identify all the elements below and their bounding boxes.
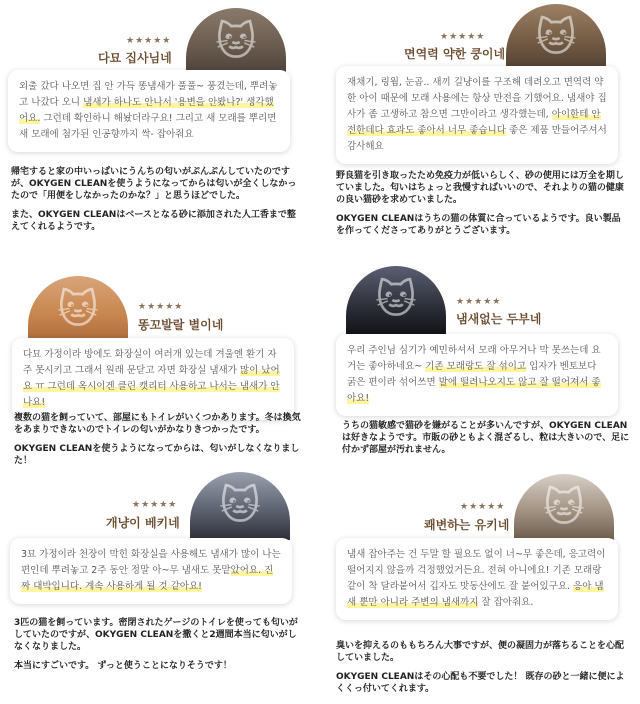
translation-paragraph: うちの猫敏感で猫砂を嫌がることが多いんですが、OKYGEN CLEANは好きなようです。市販の砂ともよく混ざるし、粒は大きいので、足に付かず部屋が汚れません。 xyxy=(342,421,630,455)
star-rating: ★★★★★ xyxy=(126,36,172,46)
cat-photo xyxy=(346,266,446,334)
reviewer-name: 쾌변하는 유키네 xyxy=(424,518,510,532)
cat-icon: 🐱 xyxy=(219,483,261,529)
cat-photo xyxy=(514,474,614,542)
review-text: 외출 갔다 나오면 집 안 가득 똥냄새가 풀풀~ 풍겼는데, 뿌려놓고 나갔다 오니 xyxy=(19,81,278,108)
review-bubble xyxy=(336,66,618,164)
highlighted-text: 기존 모래랑도 잘 섞이고 xyxy=(425,361,527,372)
review-text: 우리 주인님 심기가 예민하셔서 모래 아무거나 막 못쓰는데 요거는 좋아하네요~ xyxy=(347,345,601,372)
highlighted-text: 발에 떨려나오지도 않고 잘 떨어져서 좋아요! xyxy=(347,377,601,404)
reviewer-name: 면역력 약한 쿵이네 xyxy=(404,47,506,61)
star-rating: ★★★★★ xyxy=(440,32,486,42)
cat-icon: 🐱 xyxy=(375,277,417,323)
review-text: 입자가 벤토보다 굵은 편이라 섞어쓰면 xyxy=(347,361,597,388)
review-bubble xyxy=(8,70,290,152)
translation-text xyxy=(342,420,632,463)
review-text: 그런데 확인하니 해놨더라구요! 그리고 새 모래를 뿌리면 새 모래에 첨가된 인공향까지 싹- 잡아줘요 xyxy=(19,113,277,140)
star-rating: ★★★★★ xyxy=(456,297,502,307)
review-bubble xyxy=(336,334,618,416)
translation-paragraph: 複数の猫を飼っていて、部屋にもトイレがいくつかあります。冬は換気をあまりできないのでトイレの匂いがかなりきつかったです。 xyxy=(14,413,301,435)
review-text: 좋은 제품 만들어주셔서 감사해요 xyxy=(347,125,607,152)
translation-text xyxy=(336,640,626,702)
reviewer-name: 똥꼬발랄 별이네 xyxy=(138,318,224,332)
translation-paragraph: 野良猫を引き取ったため免疫力が低いらしく、砂の使用には万全を期していました。匂いはちょっと我慢すればいいので、それよりの猫の健康の良い猫砂を求めていました。 xyxy=(336,171,624,205)
review-text: 다묘 가정이라 방에도 화장실이 여러개 있는데 겨울엔 환기 자주 못시키고 그래서 원래 문닫고 자면 화장실 냄새가 xyxy=(23,349,277,376)
cat-icon: 🐱 xyxy=(215,19,257,65)
translation-paragraph: OKYGEN CLEANを使うようになってからは、匂いがしなくなりました！ xyxy=(14,444,300,466)
review-text: 재채기, 링웜, 눈곱.. 새끼 길냥이를 구조해 데려오고 면역력 약한 아이 때문에 모래 사용에는 항상 만전을 기했어요. 냄새야 집사가 좀 고생하고 참으면 그만이라고 생각했는데, xyxy=(347,77,607,120)
highlighted-text: 냄새가 하나도 안나서 '용변을 안봤나?' 생각했어요. xyxy=(19,97,274,124)
reviewer-name: 다묘 집사님네 xyxy=(98,51,172,65)
translation-paragraph: OKYGEN CLEANはうちの猫の体質に合っているようです。良い製品を作ってくださってありがとうございます。 xyxy=(336,214,621,236)
cat-photo xyxy=(506,4,606,72)
translation-paragraph: 帰宅すると家の中いっぱいにうんちの匂いがぷんぷんしていたのですが、OKYGEN CLEANを使うようになってからは匂いが全くしなかったので「用便をしなかったのかな？」と思うほどでした。 xyxy=(11,167,297,201)
highlighted-text: 응아 냄새 뿐만 아니라 주변의 냄새까지 xyxy=(347,581,604,608)
cat-photo xyxy=(190,472,290,540)
cat-icon: 🐱 xyxy=(543,485,585,531)
translation-paragraph: 本当にすごいです。 ずっと使うことになりそうです！ xyxy=(14,661,232,671)
reviewer-name: 개냥이 베키네 xyxy=(106,516,180,530)
highlighted-text: 아이한테 안전한데다 효과도 좋아서 너무 좋습니다 xyxy=(347,109,601,136)
review-text: 냄새 잡아주는 건 두말 할 필요도 없이 너~무 좋은데, 응고력이 떨어지지 않을까 걱정했었거든요. 전혀 아니에요! 기존 모래랑 같이 착 달라붙어서 깁자도 맛동산에도 잘 붙어있구요. xyxy=(347,549,606,592)
review-text: 3묘 가정이라 천장이 막힌 화장실을 사용해도 냄새가 많이 나는 편인데 뿌려놓고 2주 동안 정말 아~무 냄새도 못맡 xyxy=(21,549,281,576)
translation-paragraph: 3匹の猫を飼っています。密閉されたゲージのトイレを使っても匂いがしていたのですが、OKYGEN CLEANを撒くと2週間本当に匂いがしなくなりました。 xyxy=(14,618,298,652)
cat-photo xyxy=(28,276,128,344)
review-bubble xyxy=(336,538,618,620)
translation-text xyxy=(336,170,626,244)
translation-paragraph: OKYGEN CLEANはその心配も不要でした！ 既存の砂と一緒に便によくくっ付いてくれます。 xyxy=(336,672,625,694)
translation-text xyxy=(14,412,304,474)
review-bubble xyxy=(10,538,292,604)
translation-text xyxy=(11,166,301,240)
star-rating: ★★★★★ xyxy=(132,500,178,510)
cat-icon: 🐱 xyxy=(57,287,99,333)
star-rating: ★★★★★ xyxy=(460,502,506,512)
translation-paragraph: 臭いを抑えるのももちろん大事ですが、便の凝固力が落ちることを心配していました。 xyxy=(336,641,625,663)
cat-photo xyxy=(186,8,286,76)
translation-text xyxy=(14,617,304,679)
star-rating: ★★★★★ xyxy=(138,302,184,312)
review-bubble xyxy=(12,338,294,420)
review-text: 잘 잡아줘요. xyxy=(478,597,534,608)
cat-icon: 🐱 xyxy=(535,15,577,61)
highlighted-text: 았어요. 진짜 대박입니다. 계속 사용하게 될 것 같아요! xyxy=(21,565,274,592)
translation-paragraph: また、OKYGEN CLEANはベースとなる砂に添加された人工香まで整えてくれるようです。 xyxy=(11,210,296,232)
highlighted-text: 많이 났어요 ㅠ 그런데 옥시이겐 클린 캣리터 사용하고 나서는 냄새가 안나요! xyxy=(23,365,280,408)
reviewer-name: 냄새없는 두부네 xyxy=(456,312,542,326)
